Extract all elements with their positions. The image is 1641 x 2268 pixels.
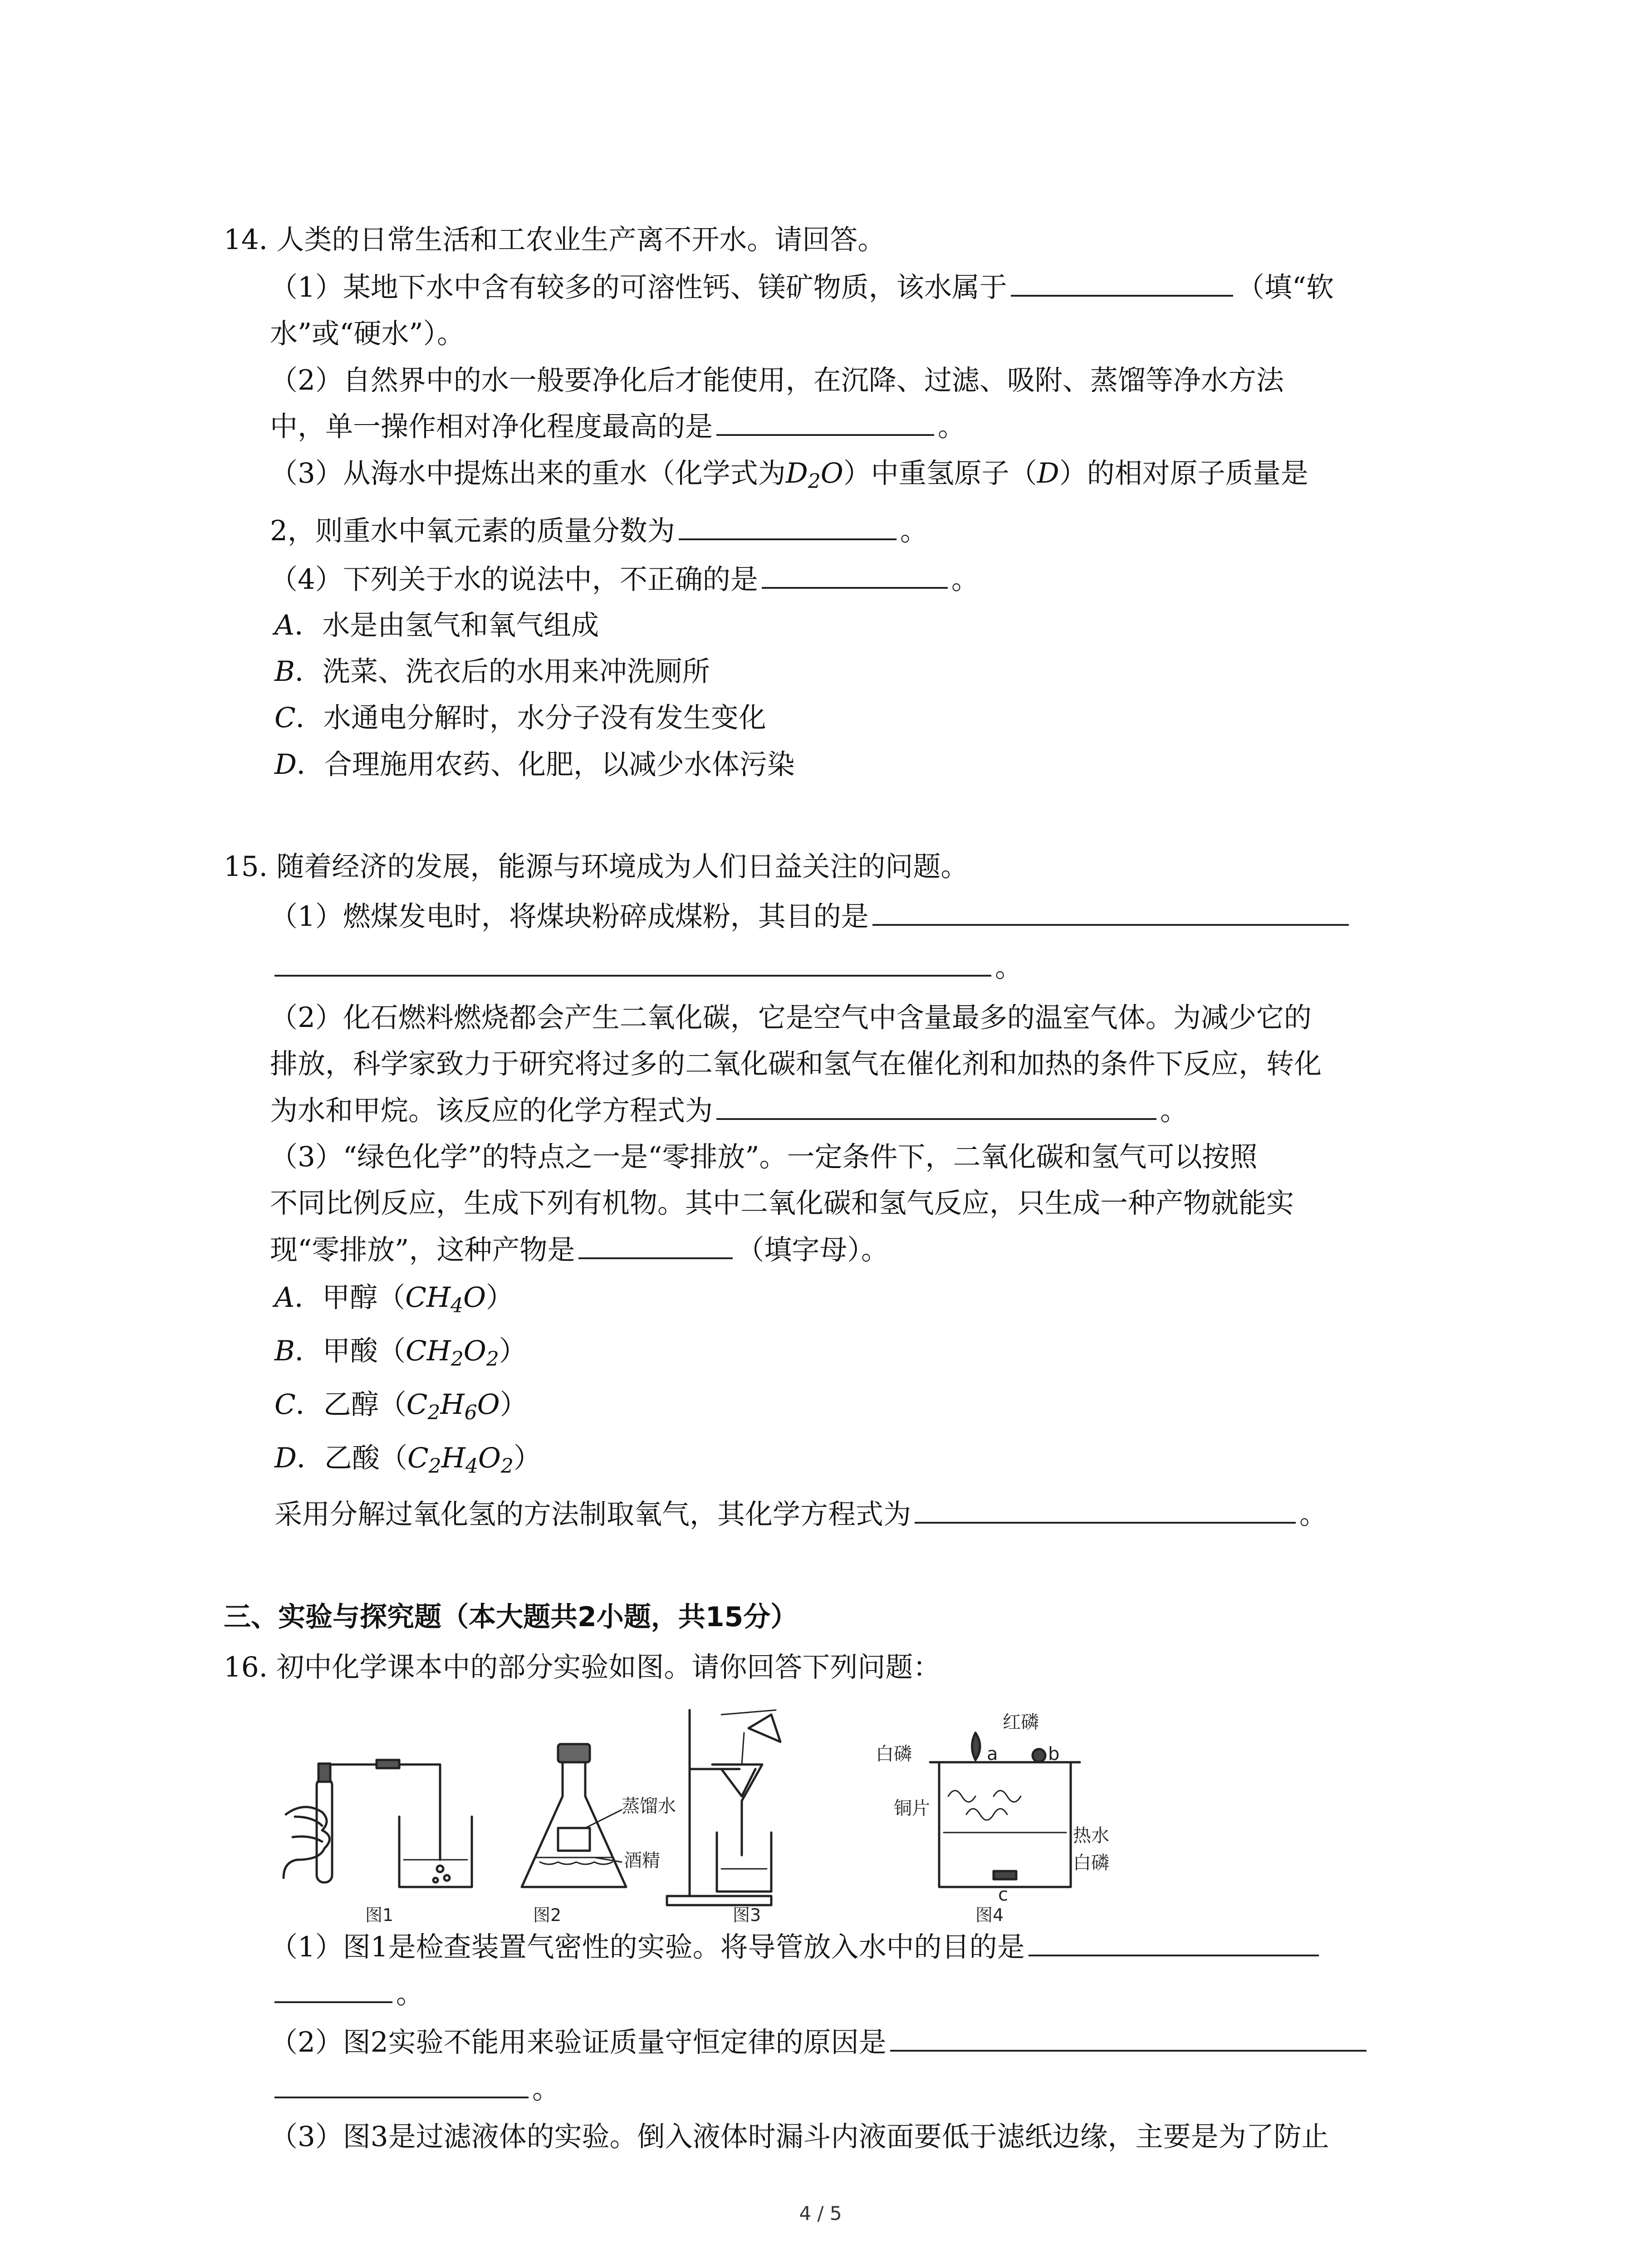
q15-part1-cont: 。 <box>274 953 1023 981</box>
q15-option-d: D．乙酸$(C_2H_4O_2)$ <box>274 1442 541 1478</box>
answer-blank[interactable] <box>274 957 991 977</box>
caption-fig3: 图3 <box>733 1905 761 1923</box>
q15-part3: （3）“绿色化学”的特点之一是“零排放”。一定条件下，二氧化碳和氢气可以按照 <box>270 1141 1258 1173</box>
caption-fig4: 图4 <box>975 1905 1004 1923</box>
section-heading: 三、实验与探究题（本大题共2小题，共15分） <box>224 1601 798 1633</box>
q14-option-a: A．水是由氢气和氧气组成 <box>274 609 599 641</box>
q15-option-c: C．乙醇$(C_2H_6O)$ <box>274 1388 528 1424</box>
q16-part1-cont: 。 <box>274 1980 424 2008</box>
q15-part2: （2）化石燃料燃烧都会产生二氧化碳，它是空气中含量最多的温室气体。为减少它的 <box>270 1002 1312 1034</box>
answer-blank[interactable] <box>1011 277 1233 297</box>
q14-part1-cont: 水”或“硬水”）。 <box>270 318 465 350</box>
q15-option-a: A．甲醇$(CH_4O)$ <box>274 1281 514 1317</box>
answer-blank[interactable] <box>274 1983 392 2003</box>
q14-part3-cont: 2，则重水中氧元素的质量分数为 。 <box>270 515 928 547</box>
q15-part2-cont1: 排放，科学家致力于研究将过多的二氧化碳和氢气在催化剂和加热的条件下反应，转化 <box>270 1048 1322 1080</box>
answer-blank[interactable] <box>716 416 934 436</box>
fig4-label-hot-water: 热水 <box>1073 1825 1109 1846</box>
caption-fig1: 图1 <box>365 1905 394 1923</box>
q15-part4: 采用分解过氧化氢的方法制取氧气，其化学方程式为 。 <box>274 1498 1327 1530</box>
fig4-label-c: c <box>998 1884 1008 1905</box>
q14-option-b: B．洗菜、洗衣后的水用来冲洗厕所 <box>274 655 710 688</box>
q15-part2-cont2: 为水和甲烷。该反应的化学方程式为 。 <box>270 1095 1188 1127</box>
fig2-label-water: 蒸馏水 <box>622 1796 676 1817</box>
fig2-conical-flask <box>522 1744 626 1887</box>
answer-blank[interactable] <box>679 520 896 540</box>
q16-part1: （1）图1是检查装置气密性的实验。将导管放入水中的目的是 <box>270 1933 1323 1961</box>
fig4-label-white-phosphorus: 白磷 <box>876 1744 912 1765</box>
fig4-label-red-phosphorus: 红磷 <box>1003 1712 1039 1733</box>
q15-part1: （1）燃煤发电时，将煤块粉碎成煤粉，其目的是 <box>270 903 1352 930</box>
q16-title: 16. 初中化学课本中的部分实验如图。请你回答下列问题： <box>224 1651 941 1683</box>
fig2-label-alcohol: 酒精 <box>624 1850 660 1871</box>
q14-part1: （1）某地下水中含有较多的可溶性钙、镁矿物质，该水属于 （填“软 <box>270 271 1334 303</box>
q14-title: 14. 人类的日常生活和工农业生产离不开水。请回答。 <box>224 224 886 256</box>
q15-title: 15. 随着经济的发展，能源与环境成为人们日益关注的问题。 <box>224 850 969 883</box>
q14-part4: （4）下列关于水的说法中，不正确的是 。 <box>270 563 979 596</box>
q14-option-c: C．水通电分解时，水分子没有发生变化 <box>274 702 766 734</box>
q15-part3-cont2: 现“零排放”，这种产物是 （填字母）。 <box>270 1234 889 1266</box>
fig4-label-b: b <box>1048 1744 1060 1765</box>
answer-blank[interactable] <box>274 2078 529 2098</box>
fig1-airtightness-apparatus <box>284 1760 472 1887</box>
experiment-figures <box>268 1706 1130 1923</box>
fig4-label-a: a <box>987 1744 998 1765</box>
q15-option-b: B．甲酸$(CH_2O_2)$ <box>274 1335 527 1371</box>
q16-part2-cont: 。 <box>274 2075 560 2103</box>
answer-blank[interactable] <box>1029 1936 1319 1956</box>
q14-option-d: D．合理施用农药、化肥，以减少水体污染 <box>274 748 795 781</box>
page-number: 4 / 5 <box>799 2202 842 2224</box>
q14-part2: （2）自然界中的水一般要净化后才能使用，在沉降、过滤、吸附、蒸馏等净水方法 <box>270 364 1284 396</box>
answer-blank[interactable] <box>762 569 948 589</box>
answer-blank[interactable] <box>578 1239 733 1259</box>
q14-part2-cont: 中，单一操作相对净化程度最高的是 。 <box>270 411 966 443</box>
q16-part2: （2）图2实验不能用来验证质量守恒定律的原因是 <box>270 2028 1370 2056</box>
answer-blank[interactable] <box>716 1100 1156 1120</box>
q14-part3: （3）从海水中提炼出来的重水（化学式为$D_2O$）中重氢原子（D）的相对原子质量是 <box>270 457 1308 493</box>
q16-part3: （3）图3是过滤液体的实验。倒入液体时漏斗内液面要低于滤纸边缘，主要是为了防止 <box>270 2121 1329 2153</box>
caption-fig2: 图2 <box>533 1905 562 1923</box>
answer-blank[interactable] <box>872 906 1349 926</box>
answer-blank[interactable] <box>890 2032 1367 2052</box>
answer-blank[interactable] <box>915 1504 1296 1524</box>
fig4-label-white-phosphorus-2: 白磷 <box>1073 1853 1109 1873</box>
fig3-filtration-apparatus <box>667 1710 780 1905</box>
fig4-label-copper: 铜片 <box>894 1798 930 1819</box>
q15-part3-cont1: 不同比例反应，生成下列有机物。其中二氧化碳和氢气反应，只生成一种产物就能实 <box>270 1187 1294 1219</box>
